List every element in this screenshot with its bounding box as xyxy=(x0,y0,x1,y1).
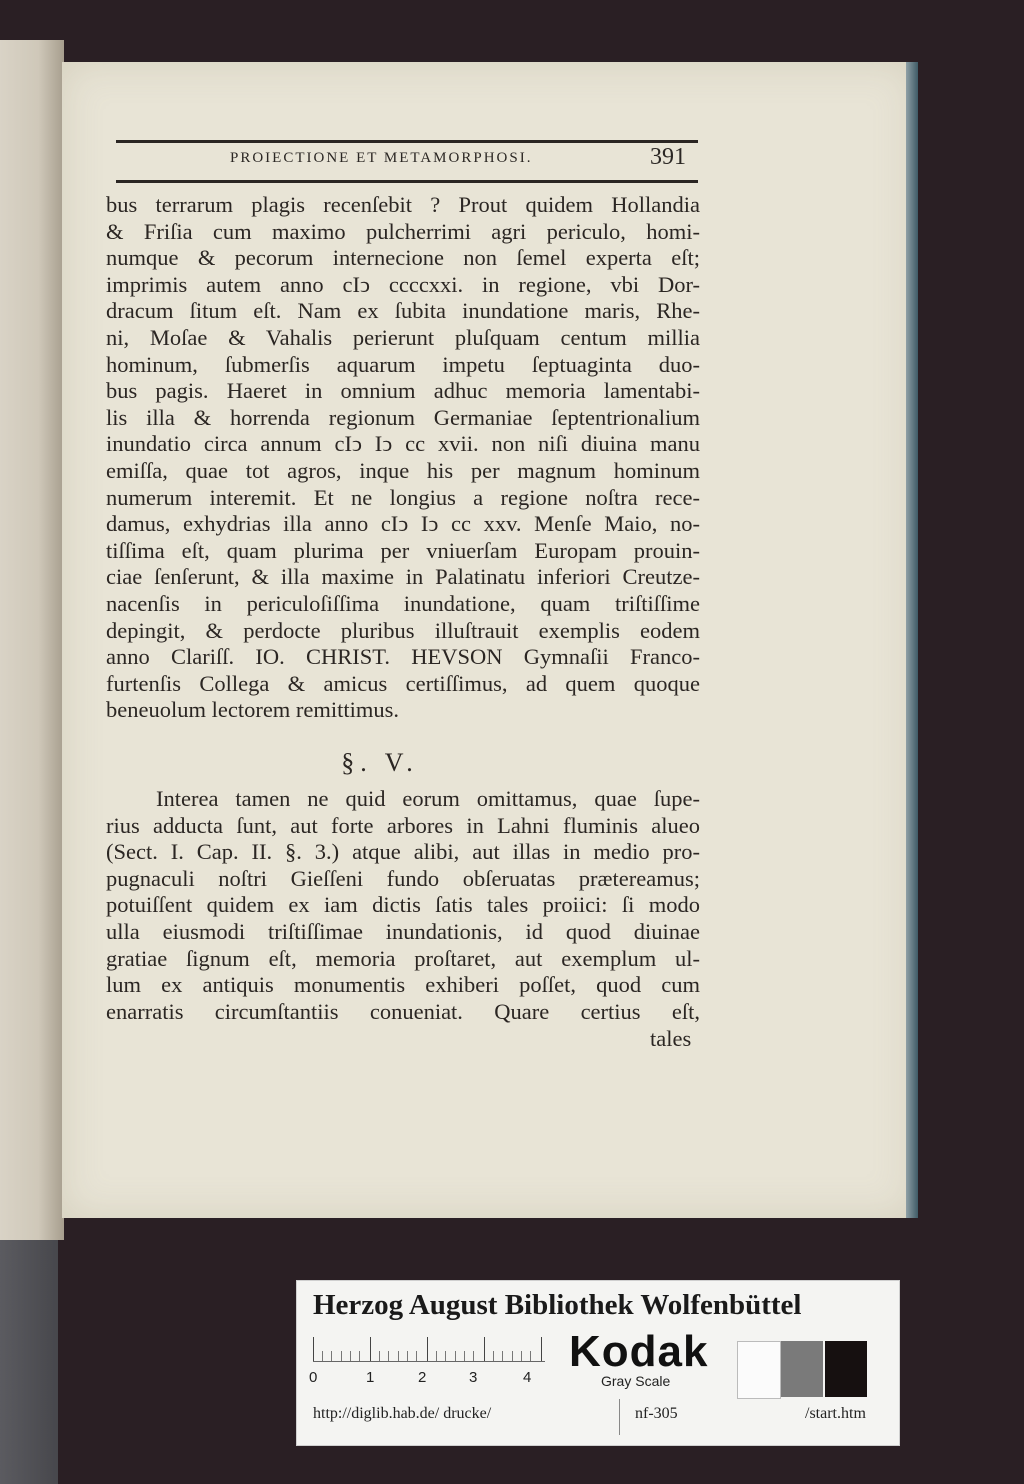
text-line: rius adducta ſunt, aut forte arbores in Lahni fluminis alueo xyxy=(106,812,700,838)
section-heading: §. V. xyxy=(341,748,419,777)
paragraph-1 xyxy=(106,192,700,724)
text-line: imprimis autem anno cIↄ ccccxxi. in regione, vbi Dor- xyxy=(106,271,700,297)
text-line: dracum ſitum eſt. Nam ex ſubita inundatione maris, Rhe- xyxy=(106,298,700,324)
page-fore-edge xyxy=(906,62,918,1218)
text-line: nacenſis in periculoſiſſima inundatione, quam triſtiſſime xyxy=(106,590,700,616)
text-line: depingit, & perdocte pluribus illuſtrauit exemplis eodem xyxy=(106,617,700,643)
ruler-tick xyxy=(473,1351,474,1361)
text-line: enarratis circumſtantiis conueniat. Quare certius eſt, xyxy=(106,998,700,1024)
ruler-tick xyxy=(455,1351,456,1361)
url-right: /start.htm xyxy=(805,1405,866,1422)
text-line: Interea tamen ne quid eorum omittamus, quae ſupe- xyxy=(156,786,700,811)
ruler-tick xyxy=(427,1337,428,1361)
text-line: furtenſis Collega & amicus certiſſimus, ad quem quoque xyxy=(106,670,700,696)
text-line: lis illa & horrenda regionum Germaniae ſeptentrionalium xyxy=(106,404,700,430)
gray-patch-white xyxy=(737,1341,781,1399)
ruler-tick xyxy=(541,1337,542,1361)
gray-patch-mid xyxy=(781,1341,823,1397)
running-head: PROIECTIONE ET METAMORPHOSI. xyxy=(230,150,533,166)
ruler-tick xyxy=(350,1351,351,1361)
scale-number: 3 xyxy=(469,1369,478,1386)
ruler-tick xyxy=(379,1351,380,1361)
text-line: numerum interemit. Et ne longius a regione noſtra rece- xyxy=(106,484,700,510)
scale-number: 1 xyxy=(366,1369,375,1386)
url-left: http://diglib.hab.de/ drucke/ xyxy=(313,1405,492,1422)
target-divider xyxy=(619,1399,620,1435)
book-cover-edge xyxy=(0,1240,58,1484)
text-line: ni, Moſae & Vahalis perierunt pluſquam centum millia xyxy=(106,324,700,350)
ruler-tick xyxy=(464,1351,465,1361)
ruler-tick xyxy=(331,1351,332,1361)
ruler-tick xyxy=(493,1351,494,1361)
gray-scale-label: Gray Scale xyxy=(601,1373,671,1389)
text-line: hominum, ſubmerſis aquarum impetu ſeptuaginta duo- xyxy=(106,351,700,377)
ruler-tick xyxy=(370,1337,371,1361)
ruler-tick xyxy=(436,1351,437,1361)
text-line: ulla eiusmodi triſtiſſimae inundationis, id quod diuinae xyxy=(106,918,700,944)
ruler-tick xyxy=(407,1351,408,1361)
ruler-tick xyxy=(398,1351,399,1361)
ruler-tick xyxy=(388,1351,389,1361)
ruler-tick xyxy=(359,1351,360,1361)
ruler-tick xyxy=(502,1351,503,1361)
text-line: emiſſa, quae tot agros, inque his per magnum hominum xyxy=(106,457,700,483)
adjacent-page-edge xyxy=(0,40,64,1240)
text-line: bus pagis. Haeret in omnium adhuc memoria lamentabi- xyxy=(106,378,700,404)
ruler-tick xyxy=(313,1337,314,1361)
library-name: Herzog August Bibliothek Wolfenbüttel xyxy=(313,1289,802,1321)
catchword: tales xyxy=(650,1026,692,1051)
ruler-tick xyxy=(530,1351,531,1361)
gray-patch-black xyxy=(825,1341,867,1397)
ruler-tick xyxy=(416,1351,417,1361)
ruler-tick xyxy=(512,1351,513,1361)
text-line: bus terrarum plagis recenſebit ? Prout quidem Hollandia xyxy=(106,192,700,217)
ruler-tick xyxy=(521,1351,522,1361)
scale-ruler xyxy=(313,1335,545,1362)
header-rule-top xyxy=(116,140,698,143)
text-line: anno Clariſſ. IO. CHRIST. HEVSON Gymnaſii Franco- xyxy=(106,644,700,670)
color-target-card xyxy=(296,1280,900,1446)
text-line: tiſſima eſt, quam plurima per vniuerſam Europam prouin- xyxy=(106,537,700,563)
paragraph-2 xyxy=(106,786,700,1025)
text-line: lum ex antiquis monumentis exhiberi poſſet, quod cum xyxy=(106,972,700,998)
text-line: & Friſia cum maximo pulcherrimi agri periculo, homi- xyxy=(106,218,700,244)
scale-number: 4 xyxy=(523,1369,532,1386)
text-line: gratiae ſignum eſt, memoria proſtaret, aut exemplum ul- xyxy=(106,945,700,971)
text-line: beneuolum lectorem remittimus. xyxy=(106,697,400,723)
text-line: damus, exhydrias illa anno cIↄ Iↄ cc xxv. Menſe Maio, no- xyxy=(106,511,700,537)
text-line: ciae ſenſerunt, & illa maxime in Palatinatu inferiori Creutze- xyxy=(106,564,700,590)
text-line: (Sect. I. Cap. II. §. 3.) atque alibi, aut illas in medio pro- xyxy=(106,839,700,865)
text-line: inundatio circa annum cIↄ Iↄ cc xvii. non niſi diuina manu xyxy=(106,431,700,457)
ruler-tick xyxy=(322,1351,323,1361)
header-rule-bottom xyxy=(116,180,698,183)
scale-number: 2 xyxy=(418,1369,427,1386)
text-line: potuiſſent quidem ex iam dictis ſatis tales proiici: ſi modo xyxy=(106,892,700,918)
ruler-tick xyxy=(445,1351,446,1361)
page-number: 391 xyxy=(650,144,686,170)
ruler-tick xyxy=(484,1337,485,1361)
kodak-logo: Kodak xyxy=(569,1327,709,1376)
text-line: numque & pecorum internecione non ſemel experta eſt; xyxy=(106,245,700,271)
ruler-tick xyxy=(341,1351,342,1361)
scale-number: 0 xyxy=(309,1369,318,1386)
text-line: pugnaculi noſtri Gieſſeni fundo obſeruatas prætereamus; xyxy=(106,865,700,891)
shelfmark: nf-305 xyxy=(635,1405,678,1422)
